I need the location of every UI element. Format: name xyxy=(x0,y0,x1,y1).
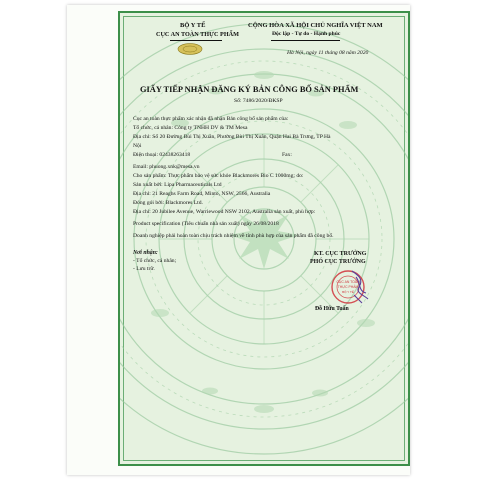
body-line: Đóng gói bởi: Blackmores Ltd. xyxy=(133,200,203,206)
national-motto: Độc lập - Tự do - Hạnh phúc xyxy=(272,31,341,37)
svg-text:THỰC PHẨM: THỰC PHẨM xyxy=(337,285,359,289)
body-line: Product specification (Tiêu chuẩn nhà sản xuất) ngày 26/08/2018 xyxy=(133,221,279,227)
recipient-item: - Tổ chức, cá nhân; xyxy=(133,258,177,264)
body-line: Địa chỉ: Số 20 Đường Bùi Thị Xuân, Phường Bùi Thị Xuân, Quận Hai Bà Trưng, TP Hà xyxy=(133,134,331,140)
header-left-underline xyxy=(170,40,222,41)
recipients-heading: Nơi nhận: xyxy=(133,250,158,256)
body-line: Địa chỉ: 21 Reaghs Farm Road, Minto, NSW, 2566, Australia xyxy=(133,191,271,197)
recipient-item: - Lưu trữ. xyxy=(133,266,155,272)
svg-text:BỘ Y TẾ: BỘ Y TẾ xyxy=(342,290,354,294)
body-line: Địa chỉ: 20 Jubilee Avenue, Warriewood NSW 2102, Australia sản xuất, phù hợp: xyxy=(133,209,316,215)
food-safety-logo-icon xyxy=(177,43,203,55)
issue-date: Hà Nội, ngày 11 tháng 08 năm 2020 xyxy=(287,50,369,56)
svg-text:CỤC AN TOÀN: CỤC AN TOÀN xyxy=(336,280,360,284)
official-stamp-icon xyxy=(328,265,372,309)
republic-name: CỘNG HÒA XÃ HỘI CHỦ NGHĨA VIỆT NAM xyxy=(248,22,383,29)
document-number: Số: 7486/2020/ĐKSP xyxy=(234,98,283,104)
body-line: Nội xyxy=(133,143,142,149)
signer-role-1: KT. CỤC TRƯỞNG xyxy=(314,251,367,257)
header-right-underline xyxy=(271,40,340,41)
body-line: Email: phuong.xnk@mesa.vn xyxy=(133,164,200,170)
body-line: Cho sản phẩm: Thực phẩm bảo vệ sức khỏe Blackmores Bio C 1000mg; do: xyxy=(133,173,304,179)
body-line: Cục an toàn thực phẩm xác nhận đã nhận Bản công bố sản phẩm của: xyxy=(133,116,289,122)
signer-role-2: PHÓ CỤC TRƯỞNG xyxy=(310,259,366,265)
body-line: Tổ chức, cá nhân: Công ty TNHH DV & TM Mesa xyxy=(133,125,248,131)
signer-name: Đỗ Hữu Tuấn xyxy=(315,306,349,312)
body-line: Điện thoại: 02438263418 xyxy=(133,152,191,158)
body-line: Sản xuất bởi: Lipa Pharmaceuticals Ltd xyxy=(133,182,222,188)
agency-name: CỤC AN TOÀN THỰC PHẨM xyxy=(156,31,239,38)
certificate-frame xyxy=(118,11,410,466)
body-line: Doanh nghiệp phải hoàn toàn chịu trách nhiệm về tính phù hợp của sản phẩm đã công bố. xyxy=(133,233,334,239)
certificate-content xyxy=(120,13,408,464)
ministry-name: BỘ Y TẾ xyxy=(180,22,206,29)
document-title: GIẤY TIẾP NHẬN ĐĂNG KÝ BẢN CÔNG BỐ SẢN PHẨM xyxy=(140,85,359,94)
fax-label: Fax: xyxy=(282,152,292,158)
